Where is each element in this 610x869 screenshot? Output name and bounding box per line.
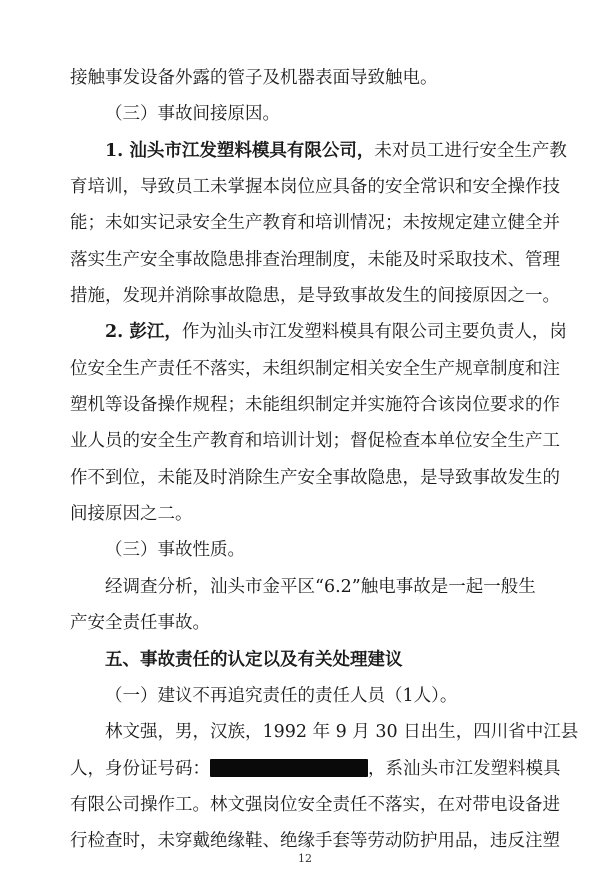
- text-line: 育培训，导致员工未掌握本岗位应具备的安全常识和安全操作技: [70, 177, 560, 197]
- text-line: 位安全生产责任不落实，未组织制定相关安全生产规章制度和注: [70, 359, 560, 379]
- text-line: [105, 139, 567, 163]
- text-line: 接触事发设备外露的管子及机器表面导致触电。: [70, 68, 438, 88]
- text-line: 产安全责任事故。: [70, 613, 210, 633]
- id-label: 人，身份证号码：: [70, 759, 210, 779]
- section-subheading: （一）建议不再追究责任的责任人员（1人）。: [105, 686, 458, 706]
- item-text: 作为汕头市江发塑料模具有限公司主要负责人，岗: [181, 322, 567, 342]
- text-line: [70, 757, 561, 781]
- text-line: 措施，发现并消除事故隐患，是导致事故发生的间接原因之一。: [70, 286, 560, 306]
- text-line: 经调查分析，汕头市金平区“6.2”触电事故是一起一般生: [105, 577, 536, 597]
- text-after-redaction: ，系汕头市江发塑料模具: [368, 759, 561, 779]
- section-subheading: （三）事故间接原因。: [105, 104, 280, 124]
- page-number: 12: [298, 852, 312, 865]
- text-line: [105, 320, 567, 344]
- text-line: 有限公司操作工。林文强岗位安全责任不落实，在对带电设备进: [70, 795, 560, 815]
- item-title: 1. 汕头市江发塑料模具有限公司，: [105, 141, 375, 161]
- text-line: 作不到位，未能及时消除生产安全事故隐患，是导致事故发生的: [70, 468, 560, 488]
- text-line: 能；未如实记录安全生产教育和培训情况；未按规定建立健全并: [70, 213, 560, 233]
- section-heading: 五、事故责任的认定以及有关处理建议: [105, 650, 403, 670]
- text-line: 行检查时，未穿戴绝缘鞋、绝缘手套等劳动防护用品，违反注塑: [70, 831, 560, 851]
- redaction-block: [210, 759, 368, 777]
- section-subheading: （三）事故性质。: [105, 540, 245, 560]
- item-text: 未对员工进行安全生产教: [374, 141, 567, 161]
- text-line: 塑机等设备操作规程；未能组织制定并实施符合该岗位要求的作: [70, 395, 560, 415]
- item-title: 2. 彭江，: [105, 322, 182, 342]
- text-line: 间接原因之二。: [70, 504, 193, 524]
- text-line: 落实生产安全事故隐患排查治理制度，未能及时采取技术、管理: [70, 250, 560, 270]
- text-line: 林文强，男，汉族，1992 年 9 月 30 日出生，四川省中江县: [105, 722, 579, 742]
- text-line: 业人员的安全生产教育和培训计划；督促检查本单位安全生产工: [70, 431, 560, 451]
